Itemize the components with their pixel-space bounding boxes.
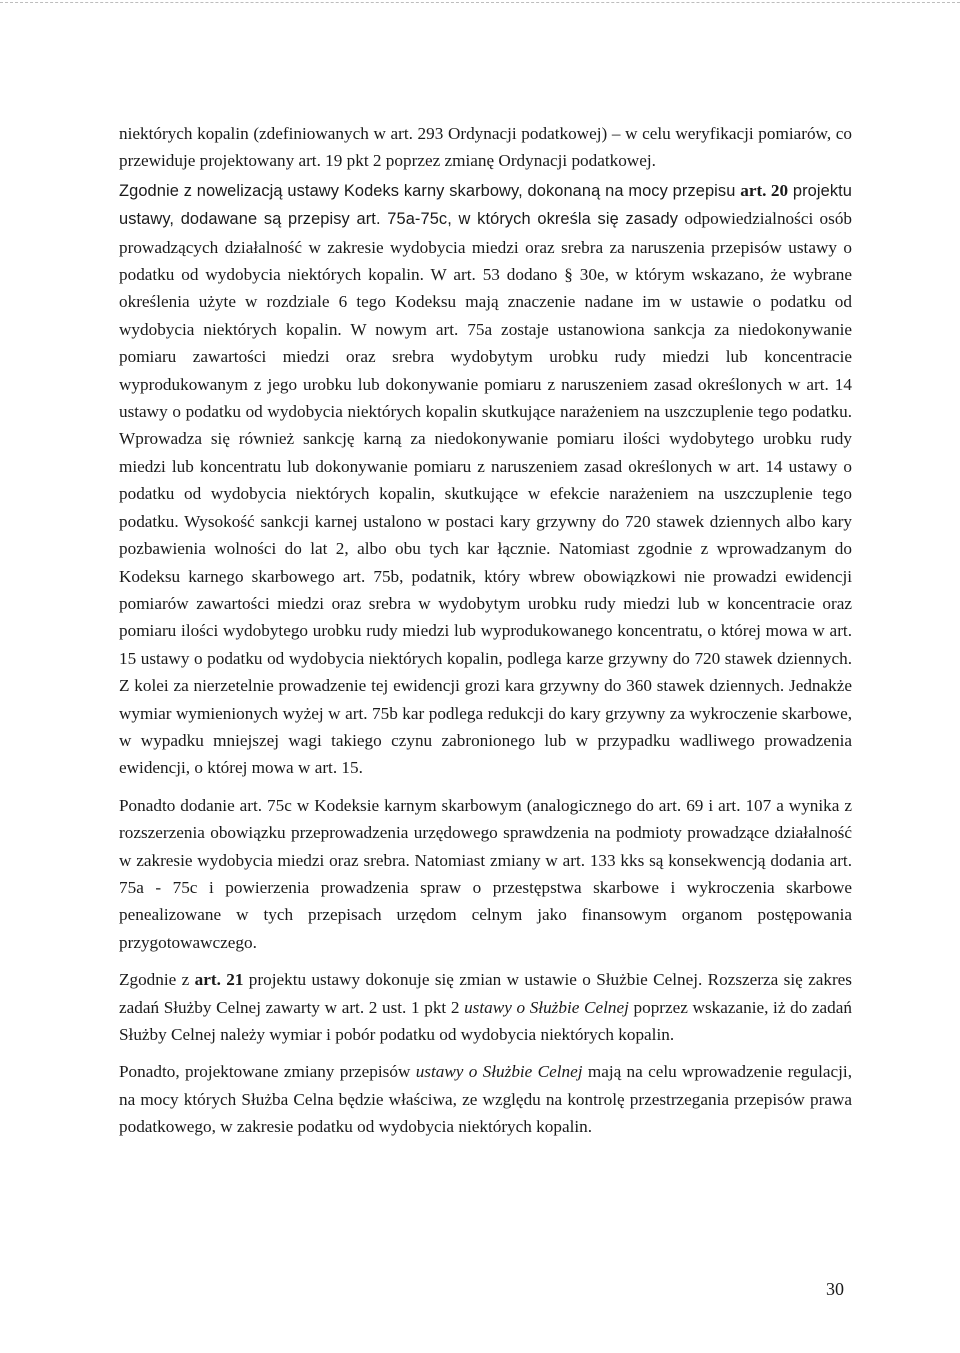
paragraph-text: odpowiedzialności osób prowadzących działalność w zakresie wydobycia miedzi oraz srebra za naruszenia przepisów ustawy o podatku od wydobycia niektórych kopalin. W art. 53 dodano § 30e, w którym wskazano, że wybrane określenia użyte w rozdziale 6 tego Kodeksu mają znaczenie nadane im w ustawie o podatku od wydobycia niektórych kopalin. W nowym art. 75a zostaje ustanowiona sankcja za niedokonywanie pomiaru zawartości miedzi oraz srebra wydobytym urobku rudy miedzi lub koncentracie wyprodukowanym z jego urobku lub dokonywanie pomiaru z naruszeniem zasad określonych w art. 14 ustawy o podatku od wydobycia niektórych kopalin skutkujące narażeniem na uszczuplenie tego podatku. Wprowadza się również sankcję karną za niedokonywanie pomiaru ilości wydobytego urobku rudy miedzi lub koncentratu lub dokonywanie pomiaru z naruszeniem zasad określonych w art. 14 ustawy o podatku od wydobycia niektórych kopalin, skutkujące w efekcie narażeniem na uszczuplenie tego podatku. Wysokość sankcji karnej ustalono w postaci kary grzywny do 720 stawek dziennych albo kary pozbawienia wolności do lat 2, albo obu tych kar łącznie. Natomiast zgodnie z wprowadzanym do Kodeksu karnego skarbowego art. 75b, podatnik, który wbrew obowiązkowi nie prowadzi ewidencji pomiarów zawartości miedzi oraz srebra w wydobytym urobku rudy miedzi lub w koncentracie oraz pomiaru ilości wydobytego urobku rudy miedzi lub wyprodukowanego koncentratu, o której mowa w art. 15 ustawy o podatku od wydobycia niektórych kopalin, podlega karze grzywny do 720 stawek dziennych. Z kolei za nierzetelnie prowadzenie tej ewidencji grozi kara grzywny do 360 stawek dziennych. Jednakże wymiar wymienionych wyżej w art. 75b kar podlega redukcji do kary grzywny za wykroczenie skarbowe, w wypadku mniejszej wagi takiego czynu zabronionego lub w przypadku wadliwego prowadzenia ewidencji, o której mowa w art. 15.: [119, 209, 853, 778]
statute-title: ustawy o Służbie Celnej: [415, 1062, 583, 1082]
paragraph-text: Ponadto dodanie art. 75c w Kodeksie karnym skarbowym (analogicznego do art. 69 i art. 107 a wynika z rozszerzenia obowiązku przeprowadzenia urzędowego sprawdzenia na podmioty prowadzące działalność w zakresie wydobycia miedzi oraz srebra. Natomiast zmiany w art. 133 kks są konsekwencją dodania art. 75a - 75c i powierzenia prowadzenia spraw o przestępstwa skarbowe i wykroczenia skarbowe penealizowane w tych przepisach urzędom celnym jako finansowym organom postępowania przygotowawczego.: [119, 795, 852, 952]
article-reference: art. 20: [740, 180, 789, 200]
article-reference: art. 21: [194, 970, 244, 990]
paragraph-5: [119, 1058, 852, 1140]
paragraph-4: [119, 966, 852, 1048]
paragraph-text: projektu ustawy, dodawane są przepisy art. 75a-75c, w których określa się zasady: [119, 181, 853, 229]
paragraph-3: [119, 792, 852, 956]
statute-title: ustawy o Służbie Celnej: [464, 997, 629, 1017]
paragraph-text: projektu ustawy dokonuje się zmian w ustawie o Służbie Celnej. Rozszerza się zakres zadań Służby Celnej zawarty w art. 2 ust. 1 pkt 2: [119, 970, 852, 1017]
scan-top-edge: [0, 2, 960, 3]
paragraph-text: Zgodnie z nowelizacją ustawy Kodeks karny skarbowy, dokonaną na mocy przepisu: [119, 181, 741, 200]
paragraph-1: [119, 120, 852, 175]
document-body: [119, 120, 852, 1151]
paragraph-text: mają na celu wprowadzenie regulacji, na mocy których Służba Celna będzie właściwa, ze względu na kontrolę przestrzegania przepisów prawa podatkowego, w zakresie podatku od wydobycia niektórych kopalin.: [119, 1062, 852, 1137]
paragraph-text: poprzez wskazanie, iż do zadań Służby Celnej należy wymiar i pobór podatku od wydobycia niektórych kopalin.: [119, 997, 852, 1044]
paragraph-text: niektórych kopalin (zdefiniowanych w art. 293 Ordynacji podatkowej) – w celu weryfikacji pomiarów, co przewiduje projektowany art. 19 pkt 2 poprzez zmianę Ordynacji podatkowej.: [119, 124, 852, 171]
paragraph-2: [119, 177, 852, 782]
paragraph-text: Ponadto, projektowane zmiany przepisów: [119, 1062, 416, 1082]
page-number: 30: [826, 1279, 844, 1299]
paragraph-text: Zgodnie z: [119, 970, 195, 990]
